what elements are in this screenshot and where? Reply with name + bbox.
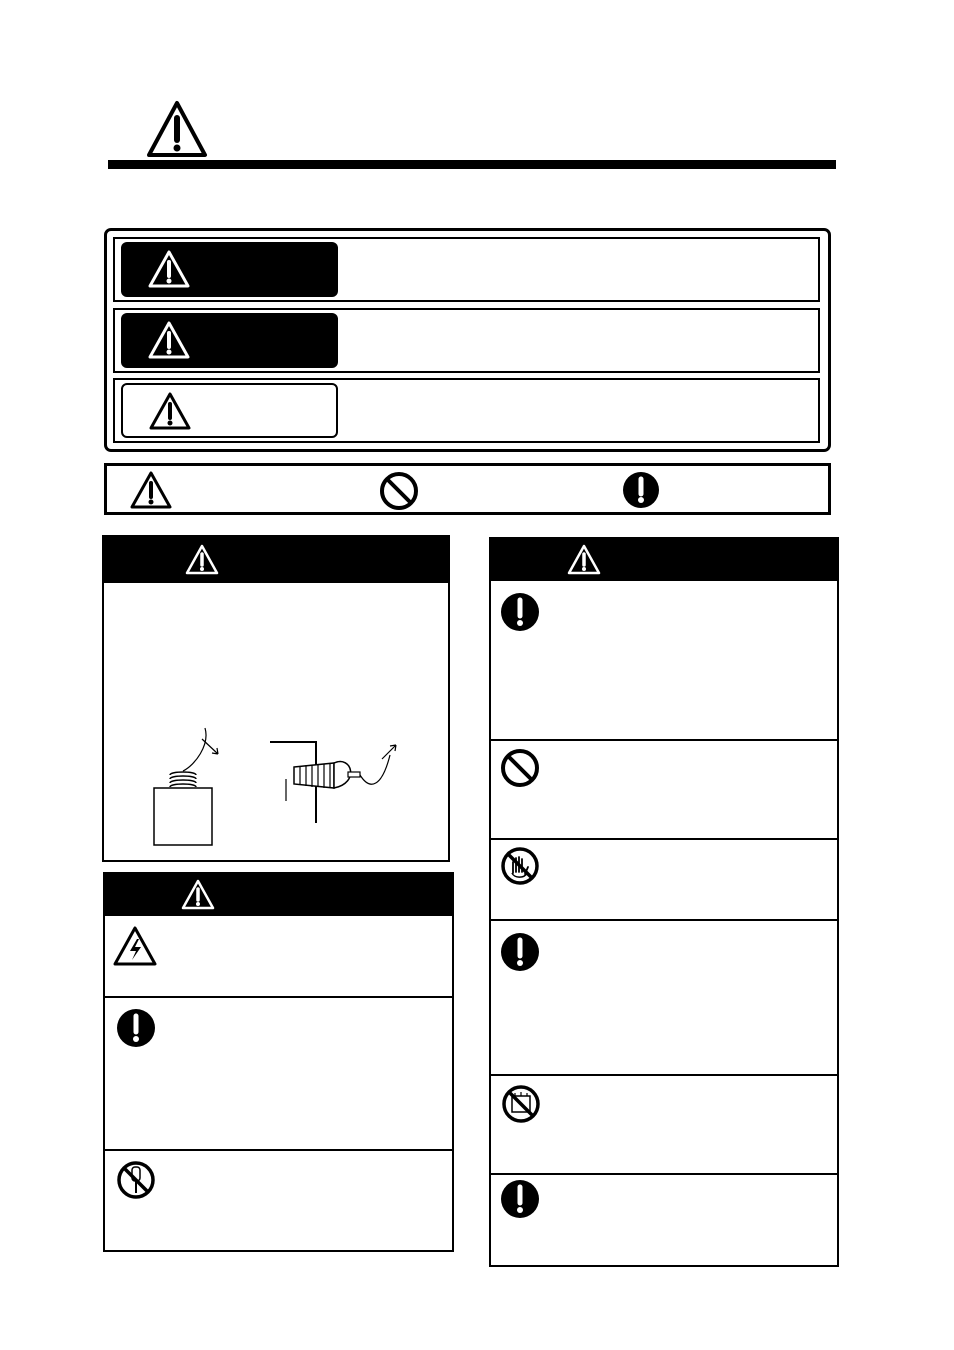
wire-and-lamp-diagram bbox=[120, 725, 430, 855]
warning-triangle-icon bbox=[567, 544, 601, 575]
right-panel bbox=[489, 537, 839, 1267]
electric-shock-icon bbox=[112, 925, 158, 967]
header-rule bbox=[108, 160, 836, 169]
warning-triangle-icon bbox=[185, 544, 219, 575]
right-panel-header bbox=[489, 537, 839, 581]
signal-label-tab-3 bbox=[121, 383, 338, 438]
right-divider-4 bbox=[489, 1074, 839, 1076]
mandatory-exclamation-icon bbox=[500, 932, 540, 972]
signal-label-tab-1 bbox=[121, 242, 338, 297]
left-divider-2 bbox=[103, 1149, 454, 1151]
warning-triangle-icon bbox=[147, 249, 191, 289]
left-divider-1 bbox=[103, 996, 454, 998]
left-panel-2-header bbox=[103, 872, 454, 916]
warning-triangle-icon bbox=[129, 470, 173, 510]
no-wet-hands-icon bbox=[499, 845, 541, 887]
warning-triangle-icon bbox=[147, 320, 191, 360]
signal-label-tab-2 bbox=[121, 313, 338, 368]
mandatory-exclamation-icon bbox=[116, 1008, 156, 1048]
no-placing-icon bbox=[500, 1083, 542, 1125]
right-divider-3 bbox=[489, 919, 839, 921]
right-divider-2 bbox=[489, 838, 839, 840]
symbol-legend-box bbox=[104, 463, 831, 515]
prohibition-circle-icon bbox=[378, 470, 420, 512]
warning-triangle-icon bbox=[181, 879, 215, 910]
page-header bbox=[108, 98, 836, 173]
no-disassembly-icon bbox=[115, 1159, 157, 1201]
mandatory-exclamation-icon bbox=[500, 592, 540, 632]
mandatory-exclamation-icon bbox=[621, 470, 661, 510]
warning-triangle-icon bbox=[148, 391, 192, 431]
right-divider-1 bbox=[489, 739, 839, 741]
warning-triangle-icon bbox=[146, 100, 208, 158]
mandatory-exclamation-icon bbox=[500, 1179, 540, 1219]
right-divider-5 bbox=[489, 1173, 839, 1175]
left-panel-1-header bbox=[102, 535, 450, 583]
prohibition-circle-icon bbox=[499, 747, 541, 789]
